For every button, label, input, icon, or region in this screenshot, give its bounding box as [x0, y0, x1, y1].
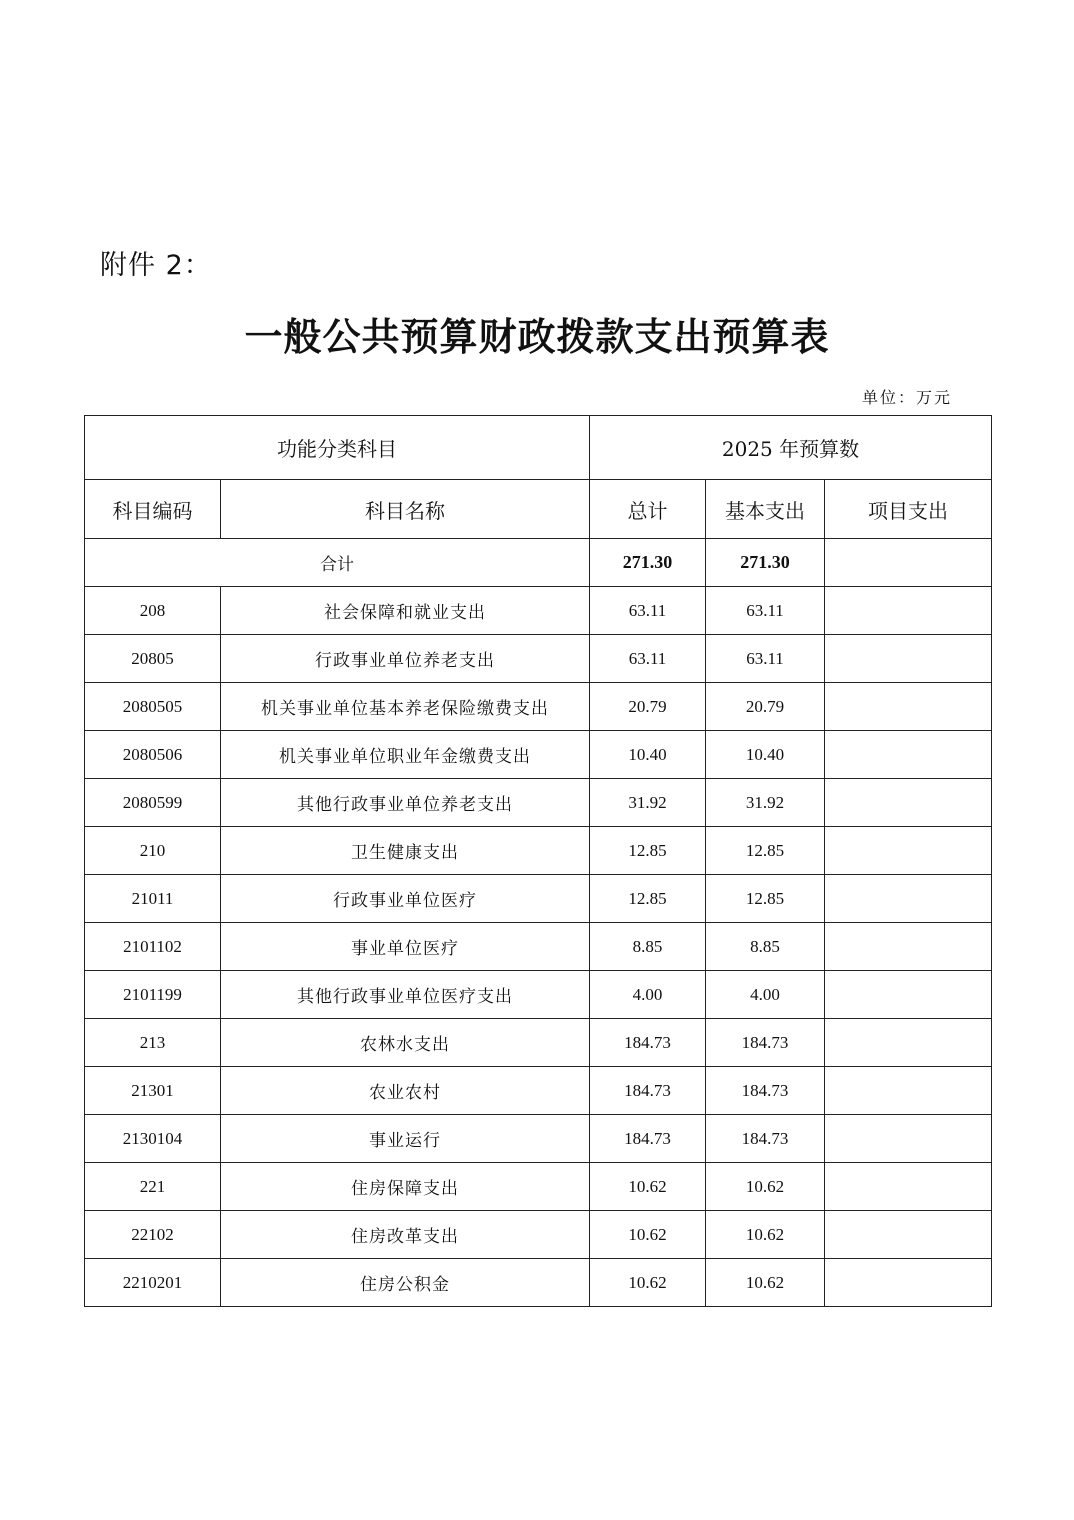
cell-basic: 63.11	[706, 635, 825, 683]
table-row	[85, 1163, 992, 1211]
cell-name: 其他行政事业单位养老支出	[221, 779, 590, 827]
total-label: 合计	[85, 539, 590, 587]
cell-project	[825, 683, 992, 731]
table-row	[85, 1019, 992, 1067]
cell-project	[825, 1163, 992, 1211]
cell-total: 184.73	[590, 1067, 706, 1115]
cell-project	[825, 1067, 992, 1115]
header-name: 科目名称	[221, 480, 590, 539]
header-basic: 基本支出	[706, 480, 825, 539]
table-row	[85, 1067, 992, 1115]
cell-code: 2210201	[85, 1259, 221, 1307]
cell-basic: 20.79	[706, 683, 825, 731]
cell-total: 31.92	[590, 779, 706, 827]
cell-project	[825, 1259, 992, 1307]
header-functional-category: 功能分类科目	[85, 416, 590, 480]
header-budget-year: 2025 年预算数	[590, 416, 992, 480]
cell-project	[825, 587, 992, 635]
cell-code: 2101199	[85, 971, 221, 1019]
cell-name: 农业农村	[221, 1067, 590, 1115]
table-row	[85, 1115, 992, 1163]
cell-project	[825, 1115, 992, 1163]
cell-name: 农林水支出	[221, 1019, 590, 1067]
table-row	[85, 779, 992, 827]
table-row	[85, 875, 992, 923]
cell-total: 63.11	[590, 635, 706, 683]
page-title: 一般公共预算财政拨款支出预算表	[244, 314, 830, 359]
cell-total: 63.11	[590, 587, 706, 635]
cell-basic: 184.73	[706, 1067, 825, 1115]
cell-total: 8.85	[590, 923, 706, 971]
cell-total: 12.85	[590, 875, 706, 923]
header-code: 科目编码	[85, 480, 221, 539]
table-row	[85, 731, 992, 779]
header-total: 总计	[590, 480, 706, 539]
table-row	[85, 635, 992, 683]
table-row	[85, 971, 992, 1019]
cell-code: 210	[85, 827, 221, 875]
budget-table	[84, 415, 992, 1307]
cell-project	[825, 1019, 992, 1067]
cell-project	[825, 1211, 992, 1259]
cell-name: 行政事业单位医疗	[221, 875, 590, 923]
cell-basic: 31.92	[706, 779, 825, 827]
cell-code: 21011	[85, 875, 221, 923]
header-project: 项目支出	[825, 480, 992, 539]
cell-basic: 184.73	[706, 1115, 825, 1163]
cell-project	[825, 875, 992, 923]
cell-project	[825, 731, 992, 779]
cell-basic: 10.62	[706, 1259, 825, 1307]
total-row	[85, 539, 992, 587]
cell-total: 10.62	[590, 1259, 706, 1307]
unit-label: 单位：万元	[861, 388, 952, 407]
cell-project	[825, 635, 992, 683]
cell-name: 事业单位医疗	[221, 923, 590, 971]
cell-basic: 10.62	[706, 1211, 825, 1259]
table-row	[85, 827, 992, 875]
cell-code: 2101102	[85, 923, 221, 971]
cell-code: 2130104	[85, 1115, 221, 1163]
cell-code: 2080505	[85, 683, 221, 731]
cell-name: 住房保障支出	[221, 1163, 590, 1211]
cell-name: 住房改革支出	[221, 1211, 590, 1259]
attachment-label: 附件 2：	[100, 250, 212, 281]
table-row	[85, 587, 992, 635]
cell-name: 其他行政事业单位医疗支出	[221, 971, 590, 1019]
cell-total: 12.85	[590, 827, 706, 875]
cell-name: 机关事业单位基本养老保险缴费支出	[221, 683, 590, 731]
table-row	[85, 1259, 992, 1307]
cell-code: 22102	[85, 1211, 221, 1259]
cell-code: 21301	[85, 1067, 221, 1115]
cell-total: 4.00	[590, 971, 706, 1019]
cell-total: 10.40	[590, 731, 706, 779]
cell-code: 20805	[85, 635, 221, 683]
cell-name: 机关事业单位职业年金缴费支出	[221, 731, 590, 779]
cell-basic: 184.73	[706, 1019, 825, 1067]
cell-basic: 10.40	[706, 731, 825, 779]
cell-name: 卫生健康支出	[221, 827, 590, 875]
header-row-2	[85, 480, 992, 539]
total-total: 271.30	[590, 539, 706, 587]
cell-code: 213	[85, 1019, 221, 1067]
cell-project	[825, 779, 992, 827]
cell-name: 行政事业单位养老支出	[221, 635, 590, 683]
cell-total: 184.73	[590, 1019, 706, 1067]
table-row	[85, 683, 992, 731]
cell-basic: 63.11	[706, 587, 825, 635]
cell-project	[825, 923, 992, 971]
table-row	[85, 1211, 992, 1259]
table-row	[85, 923, 992, 971]
total-basic: 271.30	[706, 539, 825, 587]
cell-project	[825, 971, 992, 1019]
header-row-1	[85, 416, 992, 480]
cell-total: 184.73	[590, 1115, 706, 1163]
cell-code: 221	[85, 1163, 221, 1211]
cell-name: 住房公积金	[221, 1259, 590, 1307]
cell-basic: 12.85	[706, 827, 825, 875]
cell-total: 10.62	[590, 1163, 706, 1211]
cell-basic: 8.85	[706, 923, 825, 971]
cell-code: 2080506	[85, 731, 221, 779]
cell-basic: 10.62	[706, 1163, 825, 1211]
cell-project	[825, 827, 992, 875]
cell-basic: 12.85	[706, 875, 825, 923]
cell-basic: 4.00	[706, 971, 825, 1019]
cell-total: 20.79	[590, 683, 706, 731]
cell-name: 社会保障和就业支出	[221, 587, 590, 635]
cell-code: 2080599	[85, 779, 221, 827]
total-project	[825, 539, 992, 587]
cell-total: 10.62	[590, 1211, 706, 1259]
cell-name: 事业运行	[221, 1115, 590, 1163]
cell-code: 208	[85, 587, 221, 635]
